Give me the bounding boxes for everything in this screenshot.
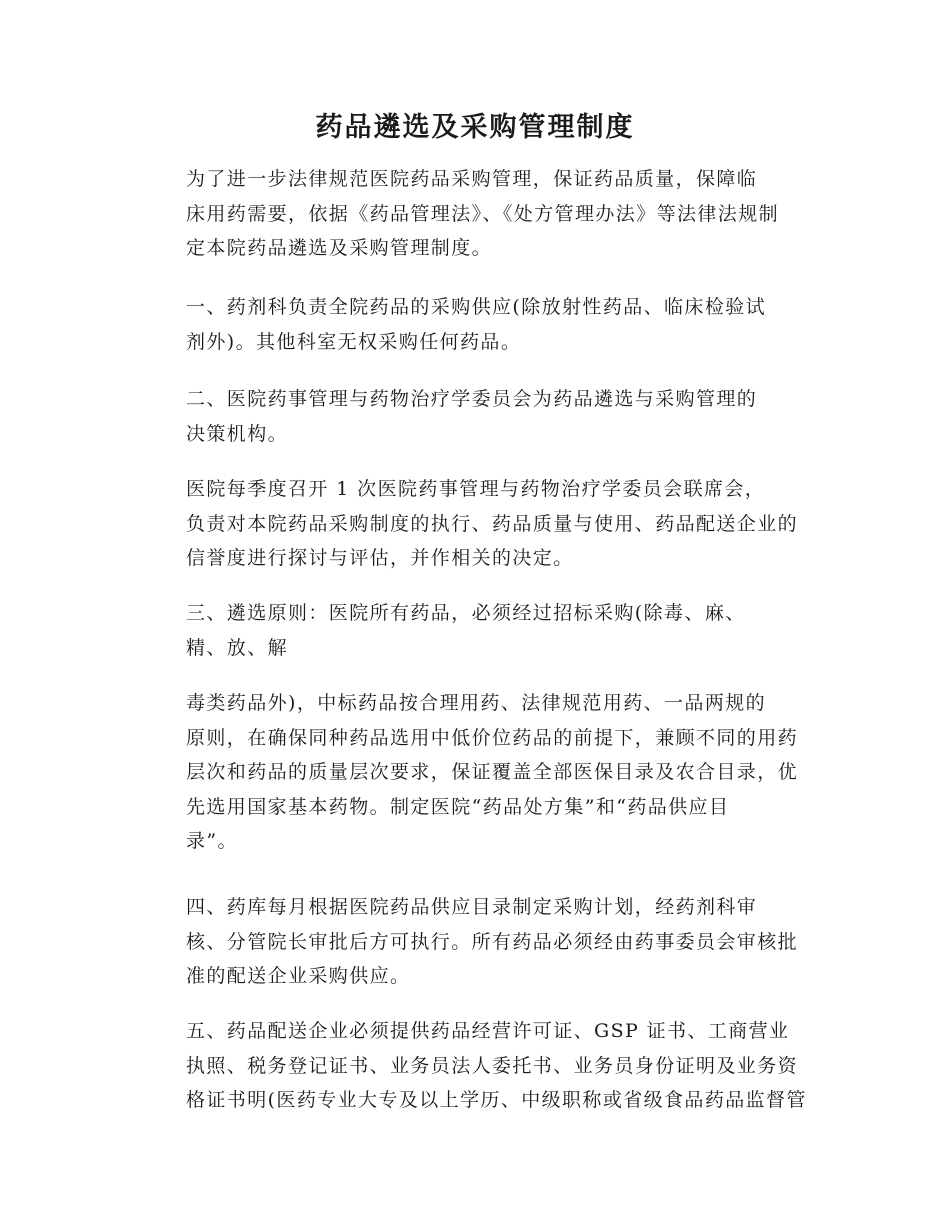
text-line: 执照、税务登记证书、业务员法人委托书、业务员身份证明及业务资 bbox=[186, 1054, 799, 1077]
paragraph-section-2 bbox=[142, 382, 810, 451]
text-line: 剂外)。其他科室无权采购任何药品。 bbox=[186, 330, 522, 353]
text-line: 格证书明(医药专业大专及以上学历、中级职称或省级食品药品监督管 bbox=[186, 1089, 807, 1111]
paragraph-section-5 bbox=[142, 1014, 810, 1118]
text-line: 核、分管院长审批后方可执行。所有药品必须经由药事委员会审核批 bbox=[186, 930, 799, 953]
text-line: 二、医院药事管理与药物治疗学委员会为药品遴选与采购管理的 bbox=[186, 388, 758, 410]
document-title: 药品遴选及采购管理制度 bbox=[315, 112, 635, 143]
text-line: 精、放、解 bbox=[186, 636, 289, 659]
text-line: 定本院药品遴选及采购管理制度。 bbox=[186, 237, 493, 259]
text-line: 五、药品配送企业必须提供药品经营许可证、GSP 证书、工商营业 bbox=[186, 1020, 790, 1042]
text-line: 决策机构。 bbox=[186, 422, 289, 445]
text-line: 原则，在确保同种药品选用中低价位药品的前提下，兼顾不同的用药 bbox=[186, 726, 799, 749]
text-line: 床用药需要，依据《药品管理法》、《处方管理办法》等法律法规制 bbox=[186, 202, 780, 225]
text-line: 信誉度进行探讨与评估，并作相关的决定。 bbox=[186, 547, 574, 569]
text-line: 一、药剂科负责全院药品的采购供应(除放射性药品、临床检验试 bbox=[186, 296, 767, 318]
text-line: 为了进一步法律规范医院药品采购管理，保证药品质量，保障临 bbox=[186, 168, 758, 190]
paragraph-section-1 bbox=[142, 290, 810, 359]
text-line: 录”。 bbox=[186, 830, 238, 852]
paragraph-committee-meeting bbox=[142, 472, 810, 576]
text-line: 先选用国家基本药物。制定医院“药品处方集”和“药品供应目 bbox=[186, 795, 730, 818]
text-line: 负责对本院药品采购制度的执行、药品质量与使用、药品配送企业的 bbox=[186, 512, 799, 535]
text-line: 准的配送企业采购供应。 bbox=[186, 965, 411, 987]
text-line: 毒类药品外)，中标药品按合理用药、法律规范用药、一品两规的 bbox=[186, 692, 767, 714]
text-line: 层次和药品的质量层次要求，保证覆盖全部医保目录及农合目录，优 bbox=[186, 761, 799, 783]
paragraph-section-3-continued bbox=[142, 686, 810, 859]
text-line: 四、药库每月根据医院药品供应目录制定采购计划，经药剂科审 bbox=[186, 896, 758, 918]
paragraph-section-3 bbox=[142, 596, 810, 665]
paragraph-section-4 bbox=[142, 890, 810, 994]
text-line: 三、遴选原则：医院所有药品，必须经过招标采购(除毒、麻、 bbox=[186, 602, 746, 624]
paragraph-intro bbox=[142, 162, 810, 266]
text-line: 医院每季度召开 1 次医院药事管理与药物治疗学委员会联席会， bbox=[186, 478, 766, 500]
